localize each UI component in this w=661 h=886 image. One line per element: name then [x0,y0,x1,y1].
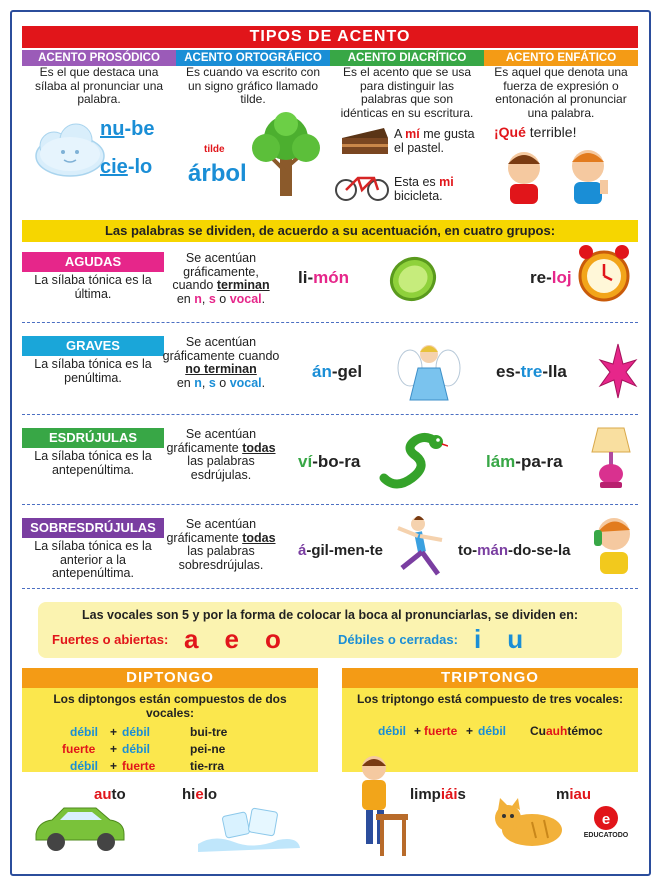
divider [22,588,638,589]
brand-logo [580,802,632,839]
tag-sobresdrujulas: SOBRESDRÚJULAS [22,518,164,538]
educatodo-logo-icon [580,802,632,832]
word-arbol: árbol [188,160,247,187]
car-icon [30,802,128,852]
diptongo-row: débil + débil bui-tre [70,725,228,739]
enfatico-example: ¡Qué terrible! [494,124,577,140]
example-tomandosela: to-mán-do-se-la [458,542,571,559]
cake-icon [338,124,392,158]
diptongo-rows [30,724,310,775]
example-limon: li-món [298,268,349,287]
example-estrella: es-tre-lla [496,362,567,381]
angel-icon [396,338,462,404]
cat-icon [492,796,568,852]
diptongo-panel [22,668,318,864]
desc-enfatico: Es aquel que denota una fuerza de expresión o entonación al pronunciar una palabra. [494,65,628,120]
tag-graves: GRAVES [22,336,164,356]
weak-vowels: i u [474,624,524,654]
alarm-clock-icon [574,242,634,306]
children-icon [498,144,628,206]
row-sobresdrujulas [22,518,638,610]
tilde-label: tilde [204,144,225,155]
diptongo-body [22,688,318,772]
rule-agudas: Se acentúan gráficamente, cuando terminan en n, s o vocal. [172,251,270,306]
boy-cleaning-icon [346,752,412,860]
tree-icon [246,112,326,198]
example-angel: án-gel [312,362,363,381]
brand-name: EDUCATODO [583,832,629,839]
cuauhtemoc: Cuauhtémoc [530,724,603,738]
vowels-box [38,602,622,658]
def-graves: La sílaba tónica es la penúltima. [34,357,152,385]
ice-icon [194,804,304,854]
strong-vowels: a e o [184,624,281,654]
word-miau: miau [556,786,592,803]
divider [22,322,638,323]
tag-esdrujulas: ESDRÚJULAS [22,428,164,448]
rule-esdrujulas: Se acentúan gráficamente todas las palabras esdrújulas. [166,427,276,482]
sentence-mi-accented: A mí me gusta el pastel. [394,127,475,155]
word-hielo: hielo [182,786,218,803]
diptongo-desc: Los diptongos están compuestos de dos vocales: [53,692,287,720]
lamp-icon [590,424,632,492]
dancer-icon [388,514,452,580]
triptongo-desc: Los triptongo está compuesto de tres vocales: [356,692,624,706]
diptongo-row: fuerte + débil pei-ne [62,742,226,756]
rule-graves: Se acentúan gráficamente cuando no terminan en n, s o vocal. [162,335,280,390]
snake-icon [376,430,448,490]
diptongo-row: débil + fuerte tie-rra [70,759,225,773]
word-cielo: cie-lo [100,156,153,178]
boy-phone-icon [588,512,638,576]
word-nube: nu-be [100,118,155,140]
triptongo-panel [342,668,638,864]
svg-text:e: e [601,811,611,828]
poster-title: TIPOS DE ACENTO [22,26,638,48]
strong-label: Fuertes o abiertas: [52,632,169,647]
example-agilmente: á-gil-men-te [298,542,384,559]
triptongo-formula: débil + fuerte + débil Cuauhtémoc [378,724,603,738]
header-prosodico: ACENTO PROSÓDICO [22,50,176,66]
vowels-intro: Las vocales son 5 y por la forma de colocar la boca al pronunciarlas, se dividen en: [81,608,578,622]
def-sobresdrujulas: La sílaba tónica es la anterior a la antepenúltima. [34,539,152,580]
header-enfatico: ACENTO ENFÁTICO [484,50,638,66]
tag-agudas: AGUDAS [22,252,164,272]
example-lampara: lám-pa-ra [486,452,563,471]
lime-icon [386,254,440,304]
def-agudas: La sílaba tónica es la última. [34,273,152,301]
groups-band: Las palabras se dividen, de acuerdo a su acentuación, en cuatro grupos: [22,220,638,242]
triptongo-title: TRIPTONGO [342,668,638,688]
sentence-mi-plain: Esta es mi bicicleta. [394,175,454,203]
header-ortografico: ACENTO ORTOGRÁFICO [176,50,330,66]
rule-sobresdrujulas: Se acentúan gráficamente todas las palabras sobresdrújulas. [166,517,276,572]
desc-prosodico: Es el que destaca una sílaba al pronunciar una palabra. [34,65,164,106]
word-limpiais: limpiáis [410,786,466,803]
weak-label: Débiles o cerradas: [338,632,458,647]
diptongo-title: DIPTONGO [22,668,318,688]
example-vibora: ví-bo-ra [298,452,361,471]
example-reloj: re-loj [530,268,572,287]
desc-diacritico: Es el acento que se usa para distinguir las palabras que son idénticas en su escritura. [340,65,474,120]
divider [22,414,638,415]
word-auto: auto [94,786,126,803]
desc-ortografico: Es cuando va escrito con un signo gráfico llamado tilde. [185,65,321,106]
row-agudas [22,252,638,344]
divider [22,504,638,505]
star-icon [598,342,638,400]
bicycle-icon [334,172,390,202]
cloud-icon [30,118,108,180]
header-diacritico: ACENTO DIACRÍTICO [330,50,484,66]
def-esdrujulas: La sílaba tónica es la antepenúltima. [34,449,152,477]
row-esdrujulas [22,428,638,520]
